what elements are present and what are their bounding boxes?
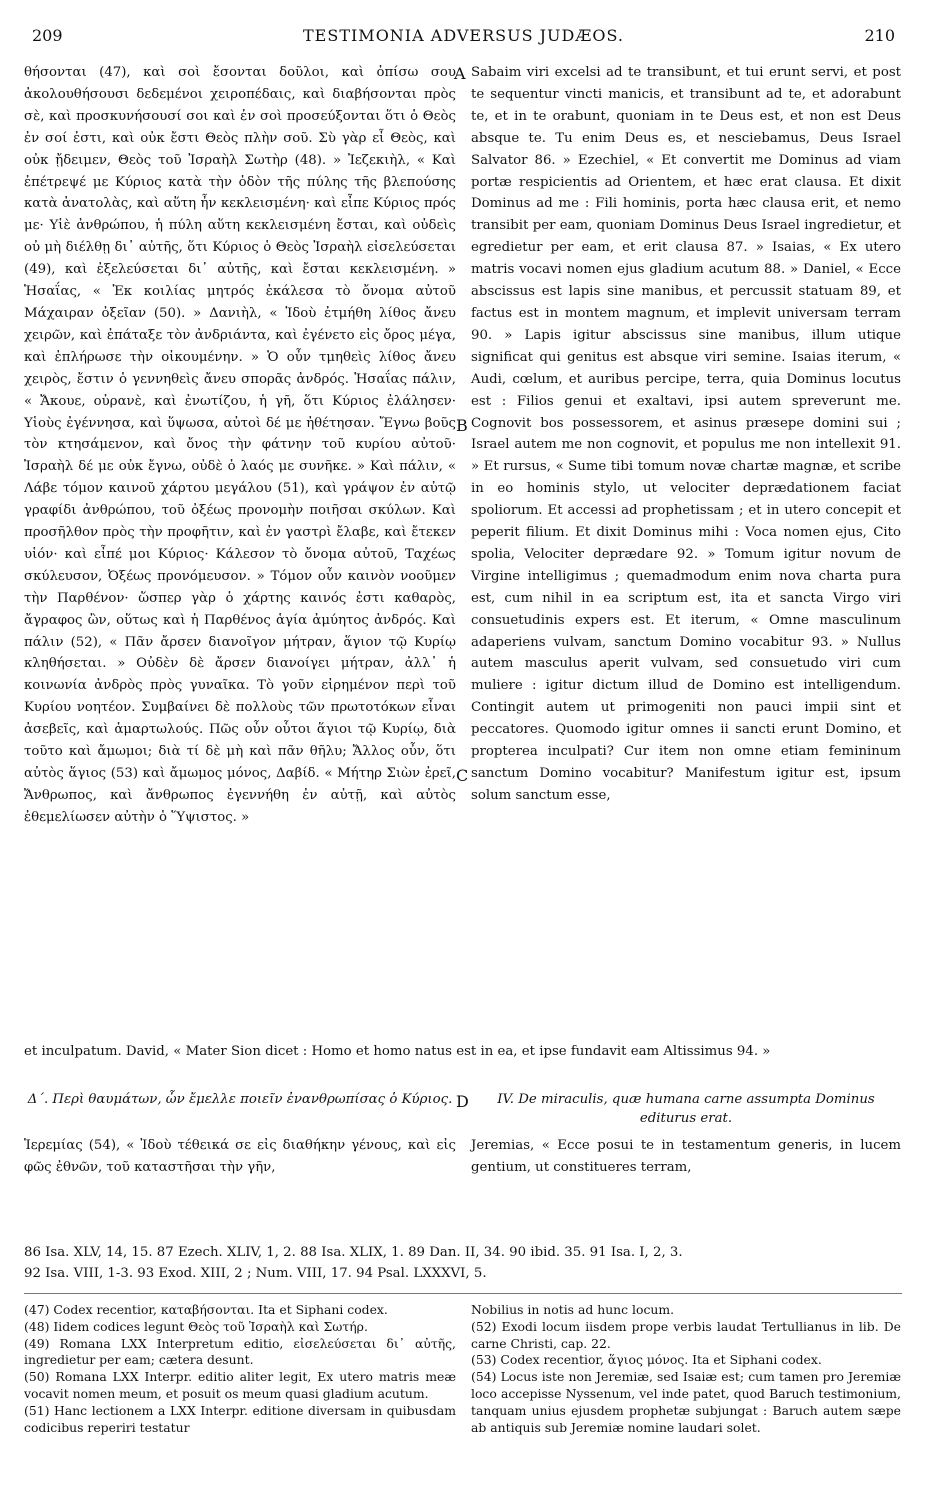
footnote: (48) Iidem codices legunt Θεὸς τοῦ Ἰσραὴλ καὶ Σωτήρ. xyxy=(24,1318,368,1334)
greek-text: θήσονται (47), καὶ σοὶ ἔσονται δοῦλοι, καὶ ὀπίσω σου ἀκολουθήσουσι δεδεμένοι χειροπέδαις, καὶ διαβήσονται πρὸς σὲ, καὶ προσκυνήσουσί σοι καὶ ἐν σοὶ προσεύξονται ὅτι ὁ Θεὸς ἐν σοί ἐστι, καὶ οὐκ ἔστι Θεὸς πλὴν σοῦ. Σὺ γὰρ εἶ Θεὸς, καὶ οὐκ ᾔδειμεν, Θεὸς τοῦ Ἰσραὴλ Σωτὴρ (48). » Ἰεζεκιὴλ, « Καὶ ἐπέτρεψέ με Κύριος κατὰ τὴν ὁδὸν τῆς πύλης τῆς βλεπούσης κατὰ ἀνατολὰς, καὶ αὕτη ἦν κεκλεισμένη· καὶ εἶπε Κύριος πρός με· Υἱὲ ἀνθρώπου, ἡ πύλη αὕτη κεκλεισμένη ἔσται, καὶ οὐδεὶς οὐ μὴ διέλθῃ δι᾽ αὐτῆς, ὅτι Κύριος ὁ Θεὸς Ἰσραὴλ εἰσελεύσεται (49), καὶ ἐξελεύσεται δι᾽ αὐτῆς, καὶ ἔσται κεκλεισμένη. » Ἡσαΐας, « Ἐκ κοιλίας μητρός ἐκάλεσα τὸ ὄνομα αὐτοῦ Μάχαιραν ὀξεῖαν (50). » Δανιὴλ, « Ἰδοὺ ἐτμήθη λίθος ἄνευ χειρῶν, καὶ ἐπάταξε τὸν ἀνδριάντα, καὶ ἐγένετο εἰς ὄρος μέγα, καὶ ἐπλήρωσε τὴν οἰκουμένην. » Ὁ οὖν τμηθεὶς λίθος ἄνευ χειρὸς, ἔστιν ὁ γεννηθεὶς ἄνευ σπορᾶς ἀνδρός. Ἡσαΐας πάλιν, « Ἄκουε, οὐρανὲ, καὶ ἐνωτίζου, ἡ γῆ, ὅτι Κύριος ἐλάλησεν· Υἱοὺς ἐγέννησα, καὶ ὕψωσα, αὐτοὶ δέ με ἠθέτησαν. Ἔγνω βοῦς τὸν κτησάμενον, καὶ ὄνος τὴν φάτνην τοῦ κυρίου αὐτοῦ· Ἰσραὴλ δέ με οὐκ ἔγνω, οὐδὲ ὁ λαός με συνῆκε. » Καὶ πάλιν, « Λάβε τόμον καινοῦ χάρτου μεγάλου (51), καὶ γράψον ἐν αὐτῷ γραφίδι ἀνθρώπου, τοῦ ὀξέως προνομὴν ποιῆσαι σκύλων. Καὶ προσῆλθον πρὸς τὴν προφῆτιν, καὶ ἐν γαστρὶ ἔλαβε, καὶ ἔτεκεν υἱόν· καὶ εἶπέ μοι Κύριος· Κάλεσον τὸ ὄνομα αὐτοῦ, Ταχέως σκύλευσον, Ὀξέως προνόμευσον. » Τόμον οὖν καινὸν νοοῦμεν τὴν Παρθένον· ὥσπερ γὰρ ὁ χάρτης καινός ἐστι καθαρὸς, ἄγραφος ὢν, οὕτως καὶ ἡ Παρθένος ἁγία ἀμύητος ἀνδρός. Καὶ πάλιν (52), « Πᾶν ἄρσεν διανοῖγον μήτραν, ἅγιον τῷ Κυρίῳ κληθήσεται. » Οὐδὲν δὲ ἄρσεν διανοίγει μήτραν, ἀλλ᾽ ἡ κοινωνία ἀνδρὸς πρὸς γυναῖκα. Τὸ γοῦν εἰρημένον περὶ τοῦ Κυρίου νοητέον. Συμβαίνει δὲ πολλοὺς τῶν πρωτοτόκων εἶναι ἀσεβεῖς, καὶ ἁμαρτωλούς. Πῶς οὖν οὗτοι ἅγιοι τῷ Κυρίῳ, διὰ τοῦτο καὶ ἄμωμοι; διὰ τί δὲ μὴ καὶ πᾶν θῆλυ; Ἄλλος οὖν, ὅτι αὐτὸς ἅγιος (53) καὶ ἄμωμος μόνος, Δαβίδ. « Μήτηρ Σιὼν ἐρεῖ, Ἄνθρωπος, καὶ ἄνθρωπος ἐγεννήθη ἐν αὐτῇ, καὶ αὐτὸς ἐθεμελίωσεν αὐτὴν ὁ Ὕψιστος. » xyxy=(24,65,456,825)
full-width-text: et inculpatum. David, « Mater Sion dicet : Homo et homo natus est in ea, et ipse fundavit eam Altissimus 94. » xyxy=(24,1044,771,1059)
section-heading-greek: Δ´. Περὶ θαυμάτων, ὧν ἔμελλε ποιεῖν ἐνανθρωπίσας ὁ Κύριος. xyxy=(27,1092,453,1107)
scripture-references xyxy=(24,1242,902,1284)
margin-letter-c: C xyxy=(456,766,469,785)
latin-continuation: Jeremias, « Ecce posui te in testamentum generis, in lucem gentium, ut constitueres terram, xyxy=(471,1138,901,1175)
footnote: (47) Codex recentior, καταβήσονται. Ita et Siphani codex. xyxy=(24,1302,388,1317)
footnote: (52) Exodi locum iisdem prope verbis laudat Tertullianus in lib. De carne Christi, cap. 22. xyxy=(471,1318,901,1351)
margin-letter-d: D xyxy=(456,1092,469,1111)
footnote-divider xyxy=(24,1293,902,1294)
reference-line: 92 Isa. VIII, 1-3. 93 Exod. XIII, 2 ; Num. VIII, 17. 94 Psal. LXXXVI, 5. xyxy=(24,1266,487,1281)
footnote: (49) Romana LXX Interpretum editio, εἰσελεύσεται δι᾽ αὐτῆς, ingredietur per eam; cætera desunt. xyxy=(24,1335,456,1368)
latin-text: Sabaim viri excelsi ad te transibunt, et tui erunt servi, et post te sequentur vincti manicis, et transibunt ad te, et adorabunt te, et in te orabunt, quoniam in te Deus est, et non est Deus absque te. Tu enim Deus es, et nesciebamus, Deus Israel Salvator 86. » Ezechiel, « Et convertit me Dominus ad viam portæ respicientis ad Orientem, et hæc erat clausa. Et dixit Dominus ad me : Fili hominis, porta hæc clausa erit, et nemo transibit per eam, quoniam Dominus Deus Israel ingredietur, et egredietur per eam, et erit clausa 87. » Isaias, « Ex utero matris vocavi nomen ejus gladium acutum 88. » Daniel, « Ecce abscissus est lapis sine manibus, et percussit statuam 89, et factus est in montem magnum, et implevit universam terram 90. » Lapis igitur abscissus sine manibus, illum utique significat qui genitus est absque viri semine. Isaias iterum, « Audi, cœlum, et auribus percipe, terra, quia Dominus locutus est : Filios genui et exaltavi, ipsi autem spreverunt me. Cognovit bos possessorem, et asinus præsepe domini sui ; Israel autem me non cognovit, et populus me non intellexit 91. » Et rursus, « Sume tibi tomum novæ chartæ magnæ, et scribe in eo hominis stylo, ut velociter deprædationem faciat spoliorum. Et accessi ad prophetissam ; et in utero concepit et peperit filium. Et dixit Dominus mihi : Voca nomen ejus, Cito spolia, Velociter deprædare 92. » Tomum igitur novum de Virgine intelligimus ; quemadmodum enim nova charta pura est, cum nihil in ea scriptum est, ita et sancta Virgo viri consuetudinis expers est. Et iterum, « Omne masculinum adaperiens vulvam, sanctum Domino vocabitur 93. » Nullus autem masculus aperit vulvam, sed consuetudo viri cum muliere : igitur dictum illud de Domino est intelligendum. Contingit autem ut primogeniti non pauci impii sint et peccatores. Quomodo igitur omnes ii sancti erunt Domino, et propterea inculpati? Cur item non omne etiam femininum sanctum Domino vocabitur? Manifestum igitur est, ipsum solum sanctum esse, xyxy=(471,65,901,803)
running-title: TESTIMONIA ADVERSUS JUDÆOS. xyxy=(303,26,624,45)
full-width-line xyxy=(24,1041,902,1063)
footnotes-left xyxy=(24,1302,456,1436)
latin-column xyxy=(471,62,901,807)
footnote: Nobilius in notis ad hunc locum. xyxy=(471,1302,675,1317)
page-header xyxy=(24,26,903,60)
margin-letter-a: A xyxy=(454,64,466,83)
page-number-left: 209 xyxy=(32,26,63,45)
footnote: (53) Codex recentior, ἅγιος μόνος. Ita et Siphani codex. xyxy=(471,1352,822,1368)
footnote: (51) Hanc lectionem a LXX Interpr. editione diversam in quibusdam codicibus reperiri testatur xyxy=(24,1402,456,1435)
greek-continuation: Ἱερεμίας (54), « Ἰδοὺ τέθεικά σε εἰς διαθήκην γένους, καὶ εἰς φῶς ἐθνῶν, τοῦ καταστῆσαι τὴν γῆν, xyxy=(24,1138,456,1175)
section-heading-latin: IV. De miraculis, quæ humana carne assumpta Dominus editurus erat. xyxy=(497,1092,875,1126)
margin-letter-b: B xyxy=(456,416,468,435)
reference-line: 86 Isa. XLV, 14, 15. 87 Ezech. XLIV, 1, 2. 88 Isa. XLIX, 1. 89 Dan. II, 34. 90 ibid. 35. 91 Isa. I, 2, 3. xyxy=(24,1245,683,1260)
page-number-right: 210 xyxy=(864,26,895,45)
footnotes-right xyxy=(471,1302,901,1436)
greek-column xyxy=(24,62,456,829)
footnote: (54) Locus iste non Jeremiæ, sed Isaiæ est; cum tamen pro Jeremiæ loco accepisse Nyssenum, vel inde patet, quod Baruch testimonium, tanquam unius ejusdem prophetæ subjungat : Baruch autem sæpe ab antiquis sub Jeremiæ nomine laudari solet. xyxy=(471,1369,901,1435)
footnote: (50) Romana LXX Interpr. editio aliter legit, Ex utero matris meæ vocavit nomen meum, et posuit os meum quasi gladium acutum. xyxy=(24,1369,456,1401)
